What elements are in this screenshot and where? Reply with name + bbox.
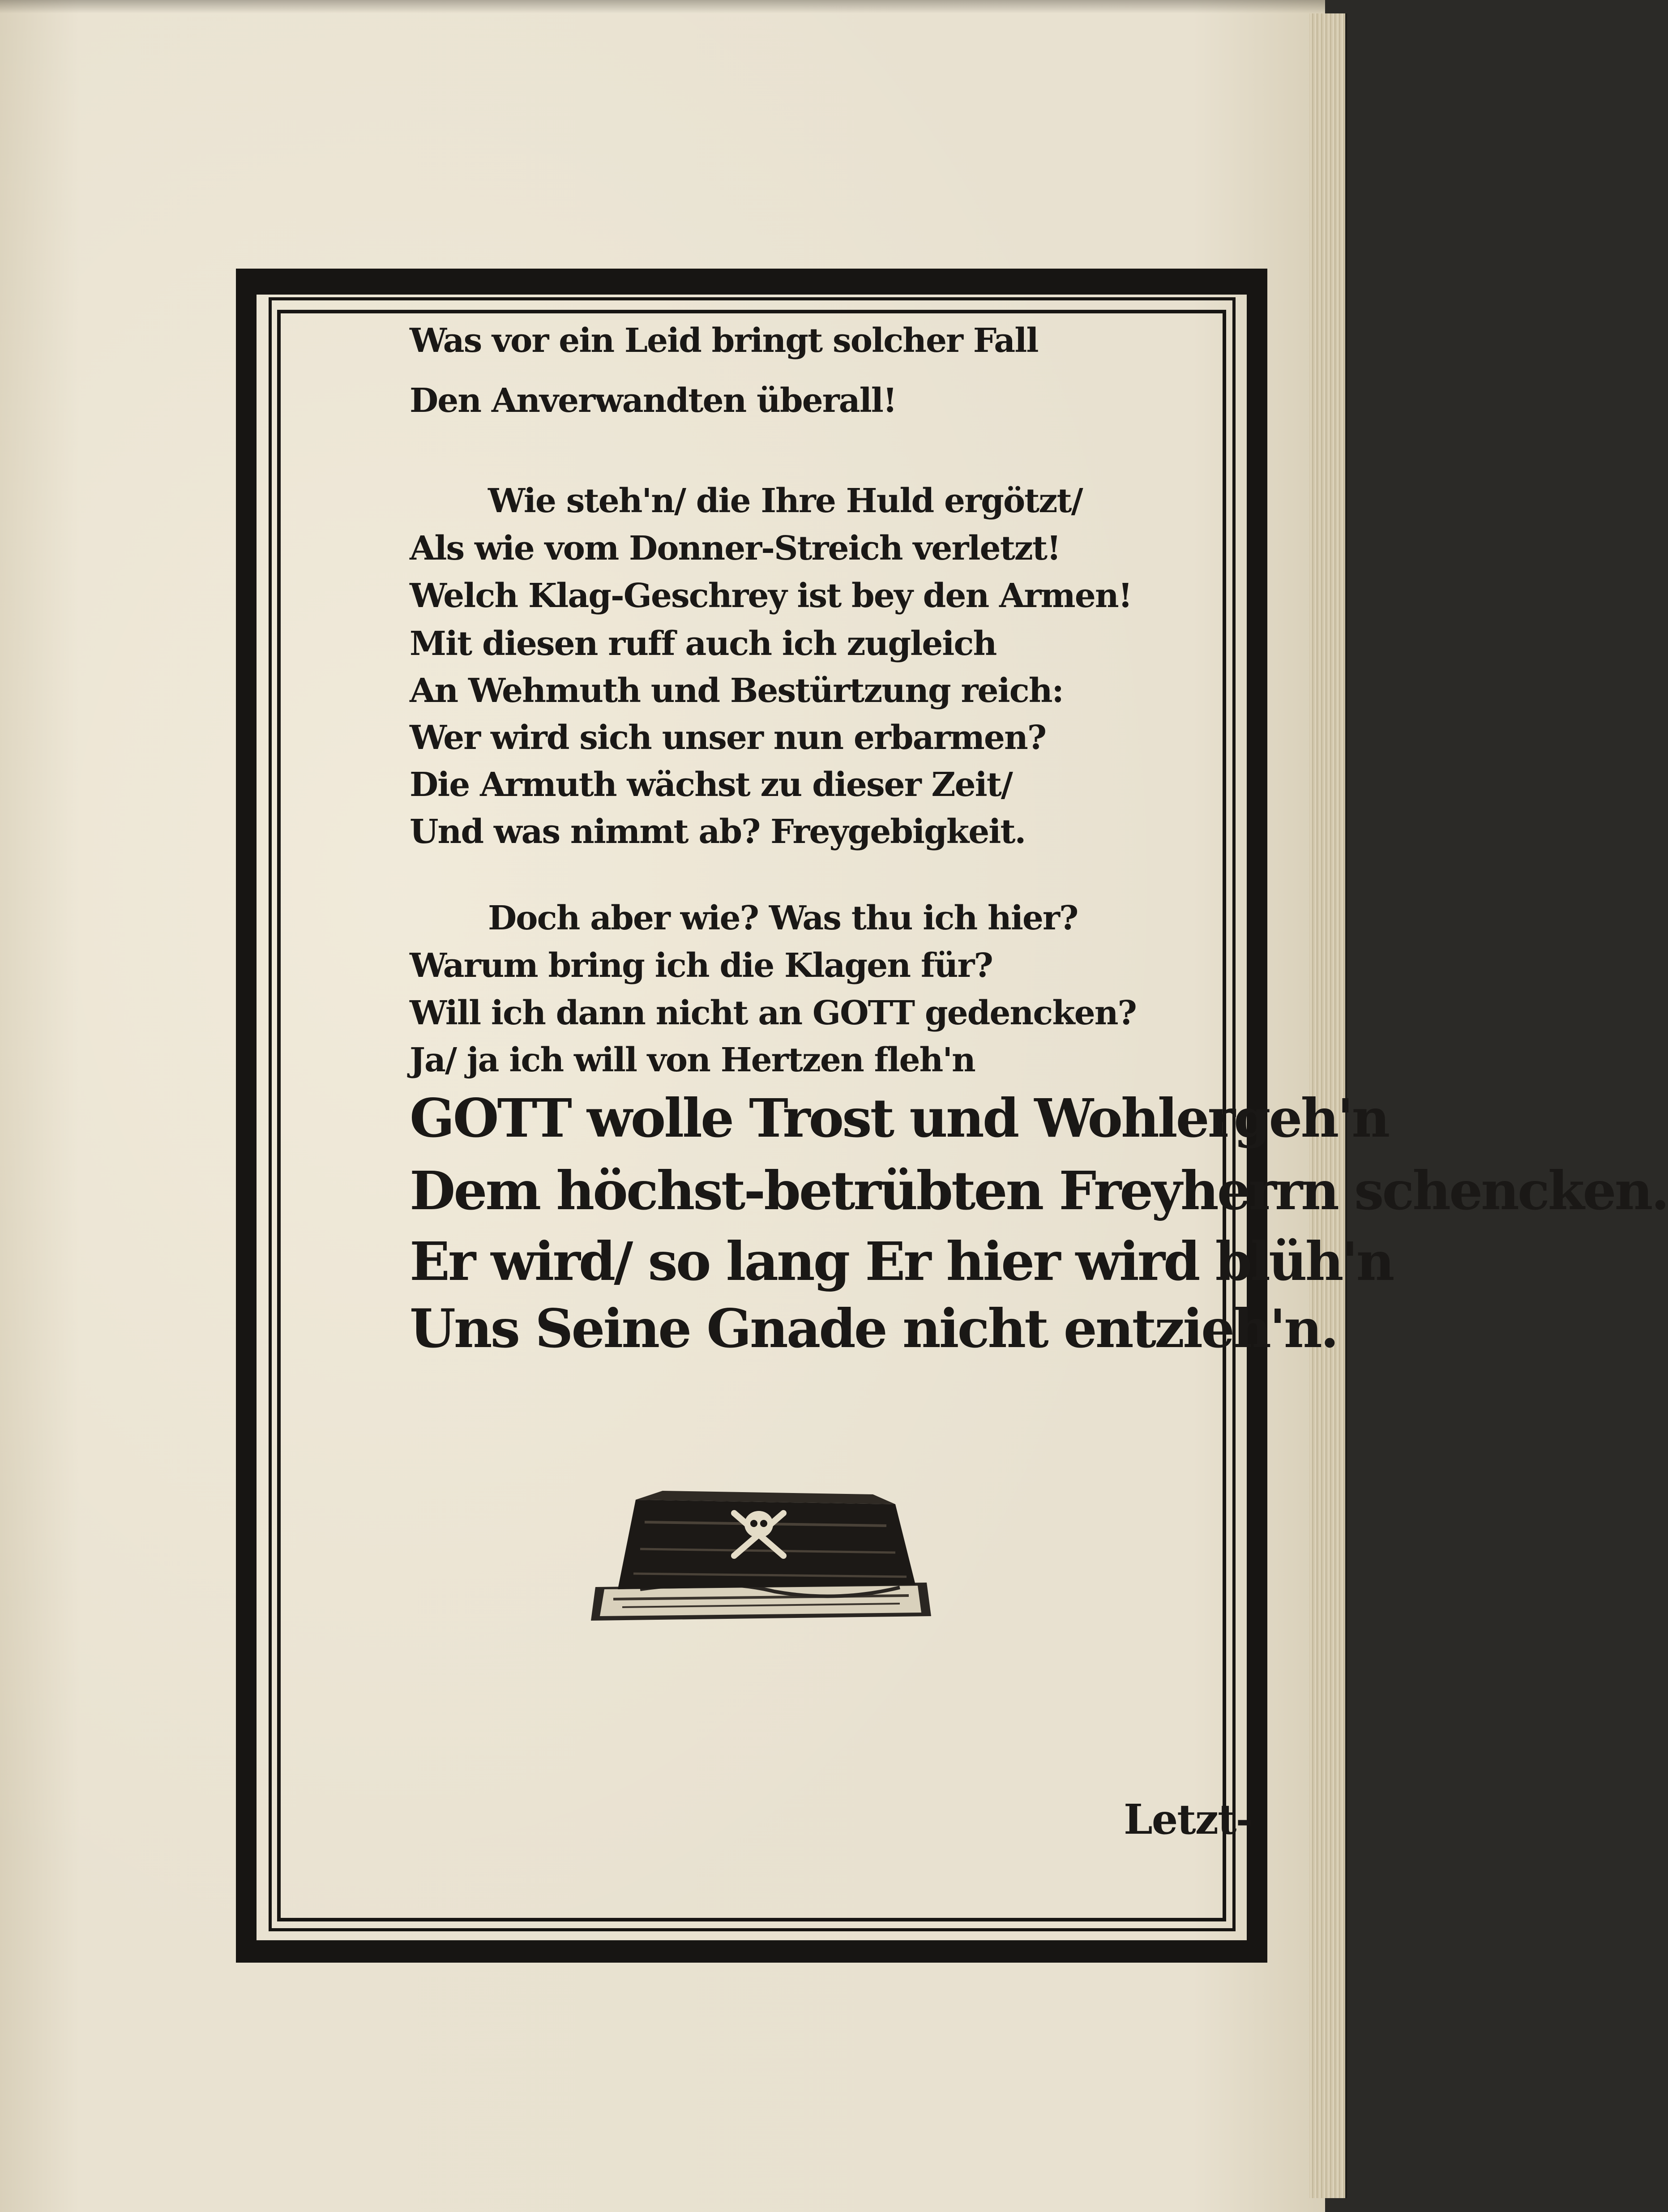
verse-line-large: Er wird/ so lang Er hier wird blüh'n [410, 1230, 1393, 1292]
verse-line: Doch aber wie? Was thu ich hier? [488, 899, 1078, 937]
verse-line: Will ich dann nicht an GOTT gedencken? [410, 994, 1136, 1032]
verse-line-large: Dem höchst-betrübten Freyherrn schencken. [410, 1159, 1668, 1222]
verse-line-large: GOTT wolle Trost und Wohlergeh'n [410, 1087, 1389, 1149]
verse-line: Welch Klag-Geschrey ist bey den Armen! [410, 577, 1132, 615]
verse-line: Als wie vom Donner-Streich verletzt! [410, 529, 1061, 568]
verse-line: Ja/ ja ich will von Hertzen fleh'n [410, 1041, 975, 1079]
verse-line: Und was nimmt ab? Freygebigkeit. [410, 813, 1026, 851]
verse-line: Die Armuth wächst zu dieser Zeit/ [410, 766, 1012, 804]
verse-line: An Wehmuth und Bestürtzung reich: [410, 672, 1063, 710]
verse-line: Mit diesen ruff auch ich zugleich [410, 625, 997, 663]
verse-line: Wie steh'n/ die Ihre Huld ergötzt/ [488, 482, 1082, 520]
verse-line-large: Uns Seine Gnade nicht entzieh'n. [410, 1297, 1337, 1360]
verse-line: Was vor ein Leid bringt solcher Fall [410, 321, 1038, 360]
catchword: Letzt- [1124, 1795, 1252, 1844]
verse-line: Wer wird sich unser nun erbarmen? [410, 719, 1046, 757]
coffin-woodcut [586, 1482, 936, 1625]
verse-line: Den Anverwandten überall! [410, 381, 897, 420]
verse-line: Warum bring ich die Klagen für? [410, 946, 992, 985]
